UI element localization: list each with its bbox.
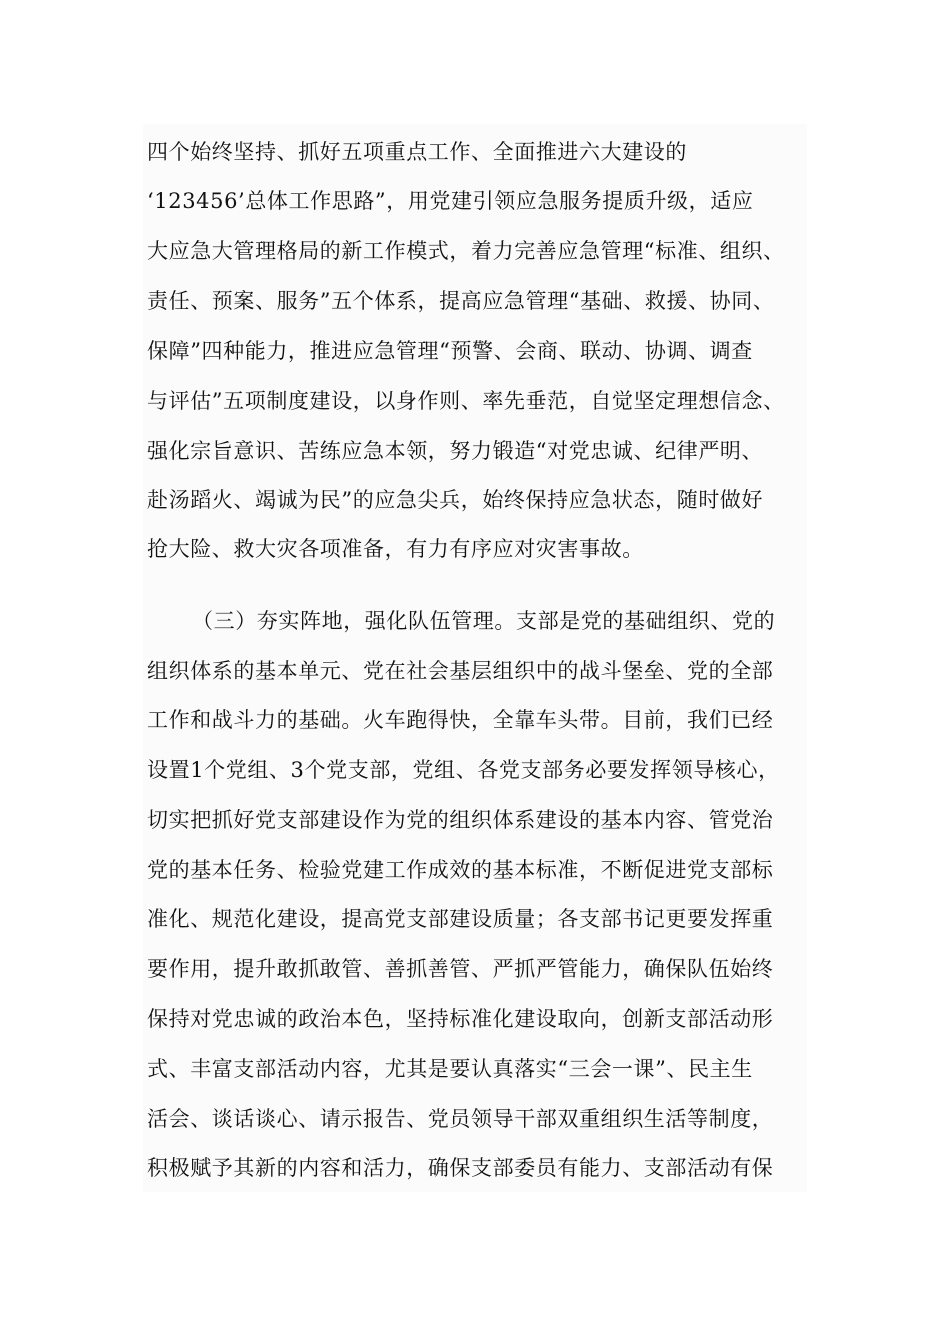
text-line: 积极赋予其新的内容和活力，确保支部委员有能力、支部活动有保 — [147, 1156, 774, 1180]
text-line: 与评估”五项制度建设，以身作则、率先垂范，自觉坚定理想信念、 — [147, 389, 785, 413]
text-line: 四个始终坚持、抓好五项重点工作、全面推进六大建设的 — [147, 140, 687, 164]
text-line: 保障”四种能力，推进应急管理“预警、会商、联动、协调、调查 — [147, 339, 753, 363]
text-line: 大应急大管理格局的新工作模式，着力完善应急管理“标准、组织、 — [147, 239, 785, 263]
text-line: 工作和战斗力的基础。火车跑得快，全靠车头带。目前，我们已经 — [147, 708, 774, 732]
text-line: 设置1个党组、3个党支部，党组、各党支部务必要发挥领导核心， — [147, 758, 780, 782]
text-line: 要作用，提升敢抓敢管、善抓善管、严抓严管能力，确保队伍始终 — [147, 957, 774, 981]
text-line: 责任、预案、服务”五个体系，提高应急管理“基础、救援、协同、 — [147, 289, 775, 313]
text-line: 党的基本任务、检验党建工作成效的基本标准，不断促进党支部标 — [147, 858, 774, 882]
text-line: 赴汤蹈火、竭诚为民”的应急尖兵，始终保持应急状态，随时做好 — [147, 488, 764, 512]
text-line: 保持对党忠诚的政治本色，坚持标准化建设取向，创新支部活动形 — [147, 1007, 774, 1031]
text-line: 式、丰富支部活动内容，尤其是要认真落实“三会一课”、民主生 — [147, 1057, 753, 1081]
text-line: （三）夯实阵地，强化队伍管理。支部是党的基础组织、党的 — [192, 609, 776, 633]
text-line: 组织体系的基本单元、党在社会基层组织中的战斗堡垒、党的全部 — [147, 659, 774, 683]
text-line: 抢大险、救大灾各项准备，有力有序应对灾害事故。 — [147, 537, 644, 561]
text-line: 强化宗旨意识、苦练应急本领，努力锻造“对党忠诚、纪律严明、 — [147, 439, 764, 463]
text-line: 准化、规范化建设，提高党支部建设质量；各支部书记更要发挥重 — [147, 907, 774, 931]
text-line: 切实把抓好党支部建设作为党的组织体系建设的基本内容、管党治 — [147, 808, 774, 832]
text-line: 活会、谈话谈心、请示报告、党员领导干部双重组织生活等制度， — [147, 1107, 774, 1131]
text-line: ‘123456’总体工作思路”，用党建引领应急服务提质升级，适应 — [147, 189, 754, 213]
